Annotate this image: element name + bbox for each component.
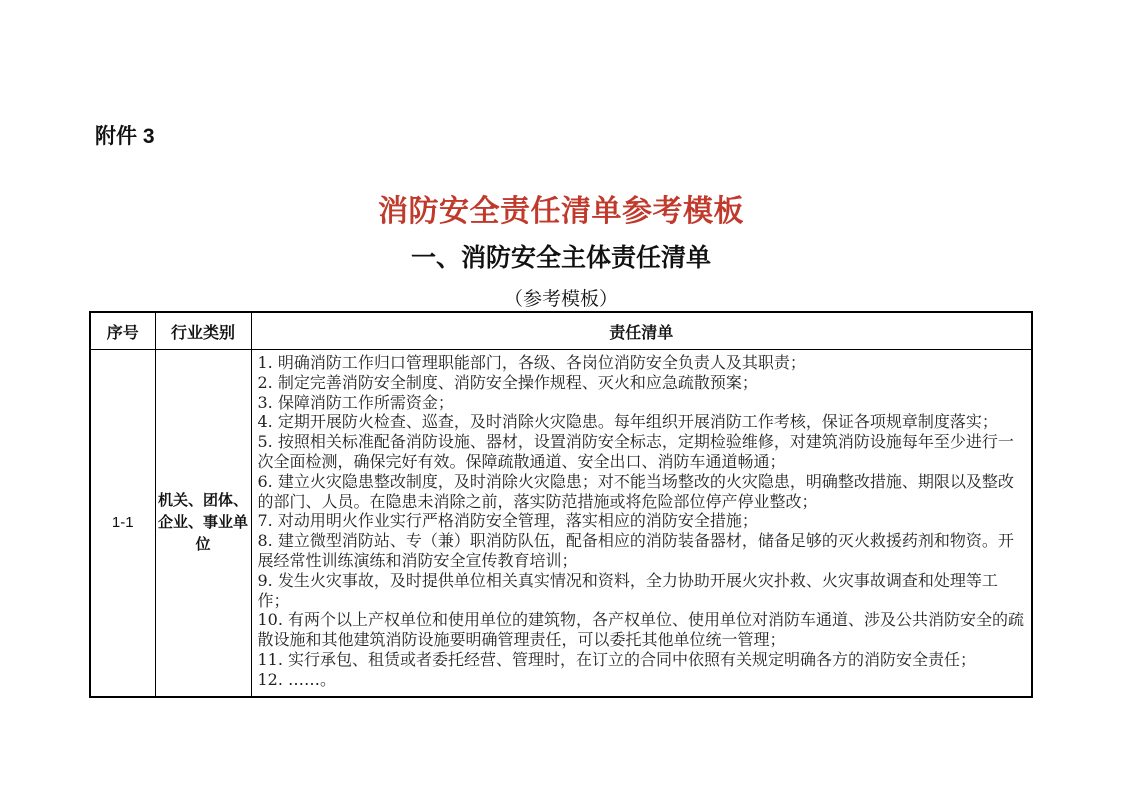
attachment-label: 附件 3 [95,125,155,148]
category-cell: 机关、团体、企业、事业单位 [155,350,251,697]
list-item: 12. ……。 [257,669,337,689]
template-note: （参考模板） [503,288,618,310]
section-heading: 一、消防安全主体责任清单 [410,244,711,272]
list-item: 8. 建立微型消防站、专（兼）职消防队伍，配备相应的消防装备器材，储备足够的灭火救援药剂和物资。开展经常性训练演练和消防安全宣传教育培训； [257,531,1014,570]
responsibility-table [89,311,1033,698]
list-item: 9. 发生火灾事故，及时提供单位相关真实情况和资料，全力协助开展火灾扑救、火灾事故调查和处理等工作； [257,570,998,610]
col-header-category: 行业类别 [155,312,251,350]
list-item: 6. 建立火灾隐患整改制度，及时消除火灾隐患；对不能当场整改的火灾隐患，明确整改措施、期限以及整改的部门、人员。在隐患未消除之前，落实防范措施或将危险部位停产停业整改； [257,471,1014,511]
serial-cell: 1-1 [90,350,155,697]
list-item: 5. 按照相关标准配备消防设施、器材，设置消防安全标志，定期检验维修，对建筑消防设施每年至少进行一次全面检测，确保完好有效。保障疏散通道、安全出口、消防车通道畅通； [257,432,1014,471]
document-title: 消防安全责任清单参考模板 [378,194,744,229]
list-item: 3. 保障消防工作所需资金； [257,392,454,412]
list-item: 11. 实行承包、租赁或者委托经营、管理时，在订立的合同中依照有关规定明确各方的消防安全责任； [257,649,977,669]
table-header-row [90,312,1032,350]
table-row [90,350,1032,697]
list-item: 10. 有两个以上产权单位和使用单位的建筑物，各产权单位、使用单位对消防车通道、涉及公共消防安全的疏散设施和其他建筑消防设施要明确管理责任，可以委托其他单位统一管理； [257,610,1025,650]
list-item: 4. 定期开展防火检查、巡查，及时消除火灾隐患。每年组织开展消防工作考核，保证各项规章制度落实； [257,412,998,432]
list-item: 1. 明确消防工作归口管理职能部门，各级、各岗位消防安全负责人及其职责； [257,353,806,372]
responsibility-items-cell [251,350,1032,697]
col-header-serial: 序号 [90,312,155,350]
list-item: 2. 制定完善消防安全制度、消防安全操作规程、灭火和应急疏散预案； [257,372,758,392]
col-header-responsibilities: 责任清单 [251,312,1032,350]
list-item: 7. 对动用明火作业实行严格消防安全管理，落实相应的消防安全措施； [257,511,758,531]
